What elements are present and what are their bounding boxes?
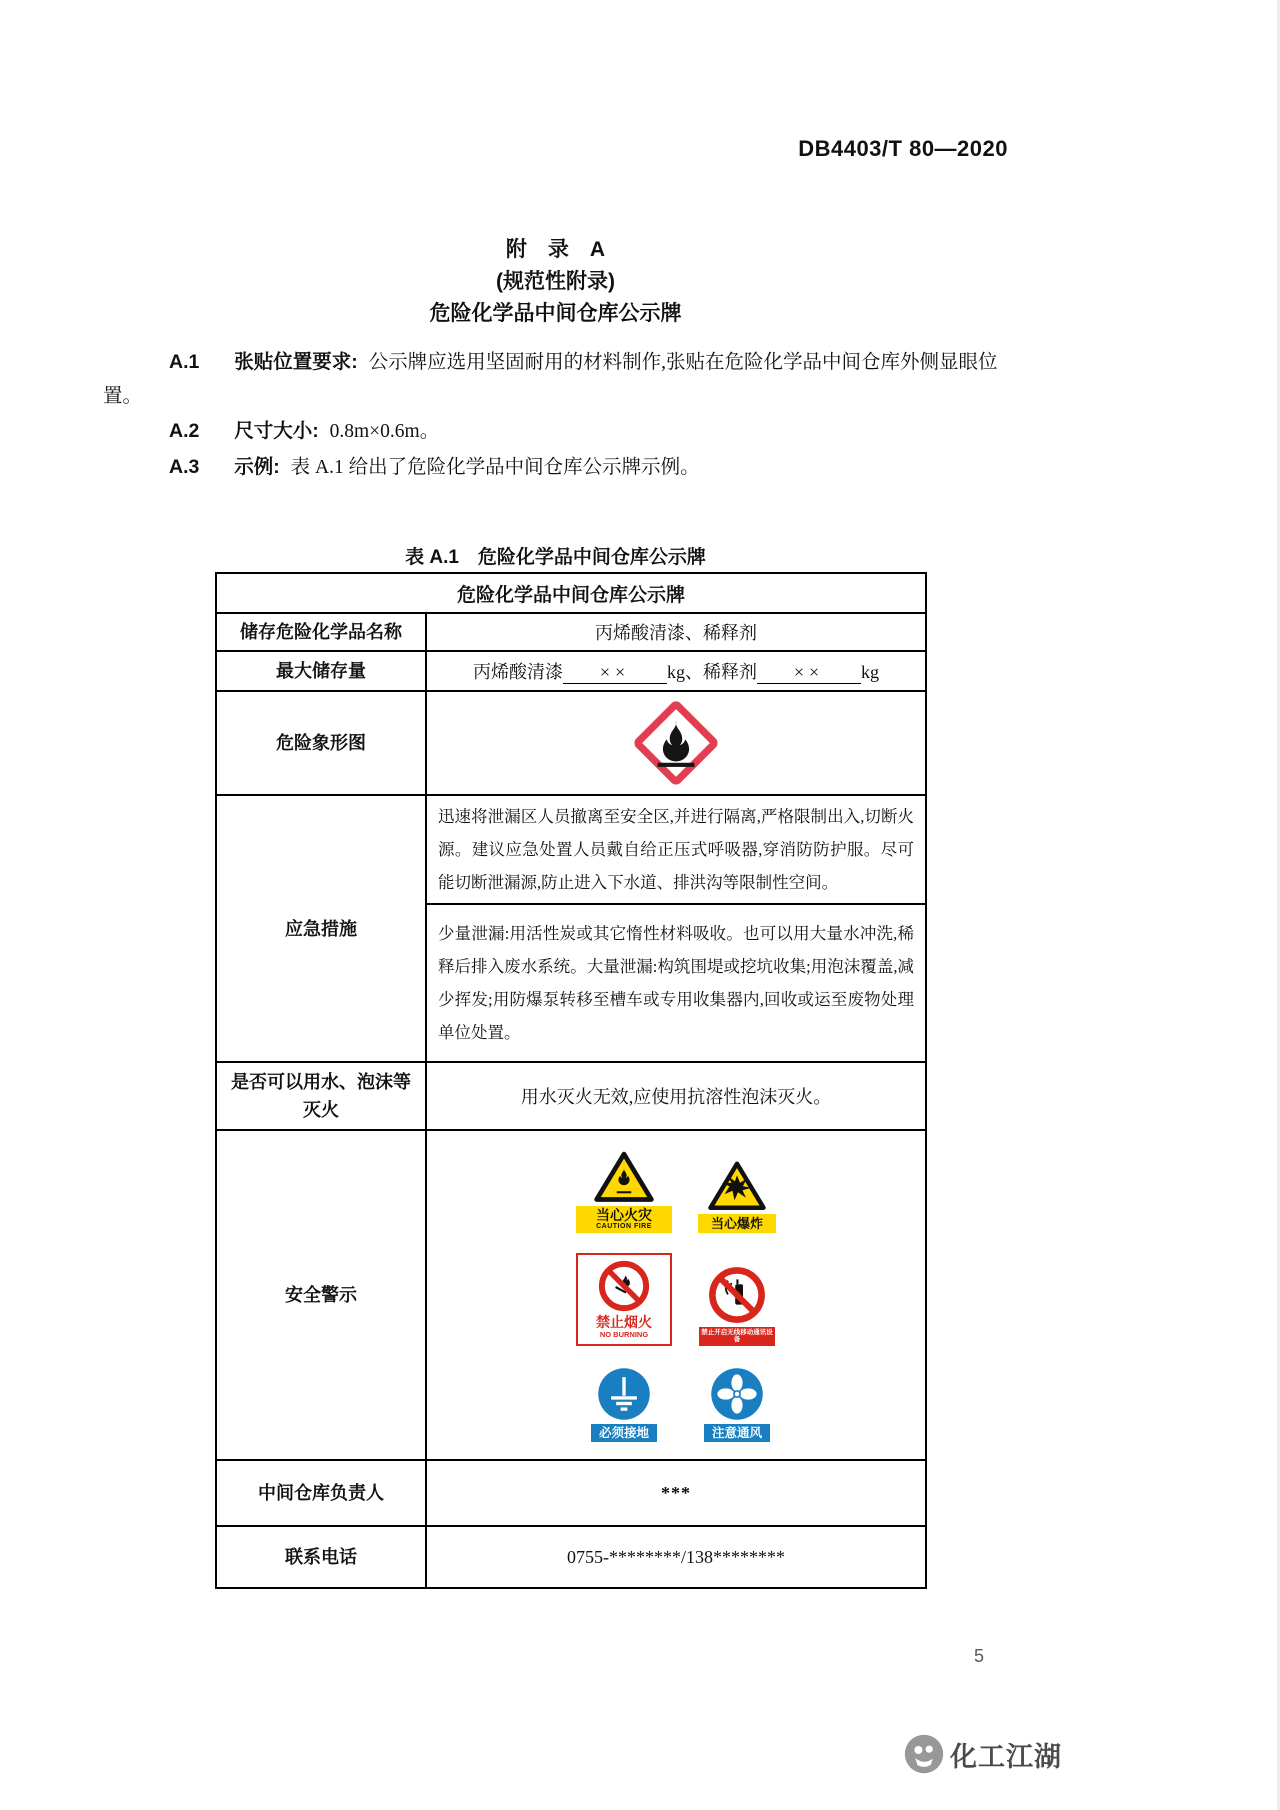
clause-a1-lead: 张贴位置要求: (234, 351, 358, 373)
notice-board-table (215, 572, 927, 1589)
ensure-ventilation-icon (709, 1366, 765, 1422)
clauses (103, 346, 1008, 486)
pictogram-cell (426, 691, 926, 795)
table-row (216, 1460, 926, 1526)
table-row (216, 573, 926, 613)
brand-name: 化工江湖 (950, 1741, 1062, 1772)
caution-fire-plate (576, 1206, 672, 1233)
appendix-heading: 危险化学品中间仓库公示牌 (429, 302, 682, 325)
caution-fire-subtext: CAUTION FIRE (596, 1222, 652, 1230)
caution-fire-text: 当心火灾 (596, 1206, 652, 1223)
phone-label: 联系电话 (216, 1526, 426, 1588)
max-part3: kg (861, 662, 879, 682)
appendix-subtitle: (规范性附录) (496, 270, 615, 293)
table-row (216, 1526, 926, 1588)
caution-explosion-icon (707, 1159, 767, 1212)
no-mobile-phone-icon (707, 1265, 767, 1325)
clause-a1-number: A.1 (169, 351, 200, 373)
emergency-text-1: 迅速将泄漏区人员撤离至安全区,并进行隔离,严格限制出入,切断火源。建议应急处置人员戴自给正压式呼吸器,穿消防防护服。尽可能切断泄漏源,防止进入下水道、排洪沟等限制性空间。 (426, 795, 926, 904)
max-blank1: ×× (563, 661, 667, 684)
water-extinguish-label: 是否可以用水、泡沫等灭火 (216, 1062, 426, 1130)
safety-warning-cell (426, 1130, 926, 1460)
clause-a2-text: 0.8m×0.6m。 (329, 421, 440, 442)
brand-logo-icon (904, 1734, 944, 1774)
doc-code: DB4403/T 80—2020 (798, 136, 1008, 161)
no-mobile-phone-sign (698, 1253, 776, 1346)
max-blank2: ×× (757, 661, 861, 684)
pictogram-label: 危险象形图 (216, 691, 426, 795)
caution-explosion-sign (698, 1149, 776, 1233)
appendix-title: 附 录 A (505, 238, 606, 261)
no-mobile-phone-text: 禁止开启无线移动通讯设备 (699, 1327, 775, 1346)
max-storage-value (426, 651, 926, 691)
table-row (216, 795, 926, 904)
no-burning-text: 禁止烟火 (596, 1313, 652, 1330)
no-burning-icon (597, 1259, 651, 1313)
max-part2: kg、稀释剂 (667, 662, 757, 682)
ghs-flammable-pictogram-icon (630, 697, 722, 789)
table-title: 危险化学品中间仓库公示牌 (216, 573, 926, 613)
chemical-name-value: 丙烯酸清漆、稀释剂 (426, 613, 926, 651)
brand-footer (904, 1734, 1062, 1774)
table-row (216, 613, 926, 651)
clause-a3-text: 表 A.1 给出了危险化学品中间仓库公示牌示例。 (290, 456, 700, 478)
table-row (216, 691, 926, 795)
must-ground-sign (576, 1366, 672, 1442)
ensure-ventilation-sign (698, 1366, 776, 1442)
clause-a2-number: A.2 (169, 420, 200, 442)
clause-a3-number: A.3 (169, 455, 200, 478)
page-content (103, 0, 1008, 1810)
appendix-titles (103, 234, 1008, 330)
must-ground-icon (596, 1366, 652, 1422)
table-caption: 表 A.1 危险化学品中间仓库公示牌 (405, 547, 706, 568)
emergency-text-2: 少量泄漏:用活性炭或其它惰性材料吸收。也可以用大量水冲洗,稀释后排入废水系统。大量泄漏:构筑围堤或挖坑收集;用泡沫覆盖,减少挥发;用防爆泵转移至槽车或专用收集器内,回收或运至废物处理单位处置。 (426, 904, 926, 1062)
clause-a2-lead: 尺寸大小: (234, 420, 319, 442)
ensure-ventilation-text: 注意通风 (704, 1424, 770, 1442)
page-number: 5 (973, 1646, 984, 1666)
clause-a1-text: 公示牌应选用坚固耐用的材料制作,张贴在危险化学品中间仓库外侧显眼位置。 (103, 352, 998, 407)
no-burning-subtext: NO BURNING (599, 1329, 649, 1339)
max-part1: 丙烯酸清漆 (473, 662, 563, 682)
caution-explosion-text: 当心爆炸 (710, 1215, 763, 1231)
table-row (216, 1130, 926, 1460)
table-row (216, 651, 926, 691)
clause-a1 (103, 346, 1008, 413)
emergency-label: 应急措施 (216, 795, 426, 1062)
safety-signs-grid (427, 1137, 925, 1453)
max-storage-label: 最大储存量 (216, 651, 426, 691)
clause-a3-lead: 示例: (234, 455, 280, 478)
no-burning-sign (576, 1253, 672, 1346)
manager-value: *** (426, 1460, 926, 1526)
must-ground-text: 必须接地 (591, 1424, 657, 1442)
table-row (216, 1062, 926, 1130)
clause-a3 (103, 451, 1008, 485)
caution-fire-sign (576, 1149, 672, 1233)
caution-explosion-plate (698, 1214, 776, 1233)
caution-fire-icon (593, 1149, 655, 1204)
clause-a2 (103, 415, 1008, 449)
chemical-name-label: 储存危险化学品名称 (216, 613, 426, 651)
phone-value: 0755-********/138******** (426, 1526, 926, 1588)
safety-warning-label: 安全警示 (216, 1130, 426, 1460)
water-extinguish-value: 用水灭火无效,应使用抗溶性泡沫灭火。 (426, 1062, 926, 1130)
manager-label: 中间仓库负责人 (216, 1460, 426, 1526)
